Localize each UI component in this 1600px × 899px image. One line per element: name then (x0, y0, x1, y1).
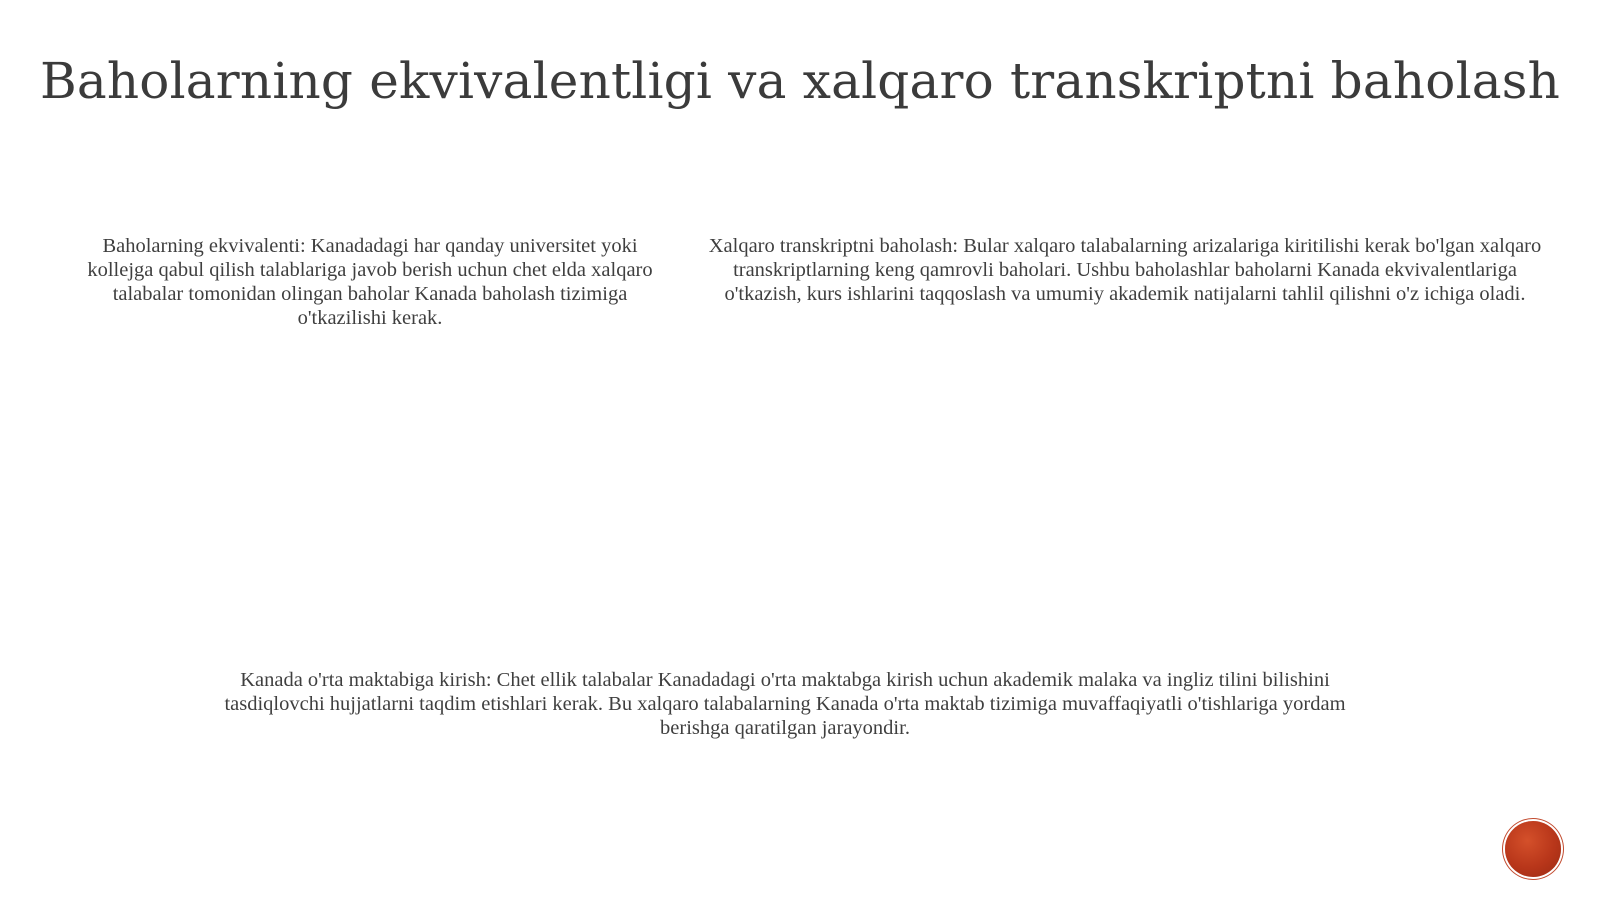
text-block-transcript-evaluation: Xalqaro transkriptni baholash: Bular xalqaro talabalarning arizalariga kiritilishi kerak bo'lgan xalqaro transkriptlarning keng qamrovli baholari. Ushbu baholashlar baholarni Kanada ekvivalentlariga o'tkazish, kurs ishlarini taqqoslash va umumiy akademik natijalarni tahlil qilishni o'z ichiga oladi. (708, 235, 1542, 305)
slide-title: Baholarning ekvivalentligi va xalqaro transkriptni baholash (39, 52, 1561, 110)
text-block-high-school-admission: Kanada o'rta maktabiga kirish: Chet ellik talabalar Kanadadagi o'rta maktabga kirish uchun akademik malaka va ingliz tilini bilishini tasdiqlovchi hujjatlarni taqdim etishlari kerak. Bu xalqaro talabalarning Kanada o'rta maktab tizimiga muvaffaqiyatli o'tishlariga yordam berishga qaratilgan jarayondir. (224, 669, 1346, 739)
text-block-grade-equivalence: Baholarning ekvivalenti: Kanadadagi har qanday universitet yoki kollejga qabul qilish talablariga javob berish uchun chet elda xalqaro talabalar tomonidan olingan baholar Kanada baholash tizimiga o'tkazilishi kerak. (87, 235, 653, 329)
circle-nav-icon[interactable] (1505, 821, 1561, 877)
